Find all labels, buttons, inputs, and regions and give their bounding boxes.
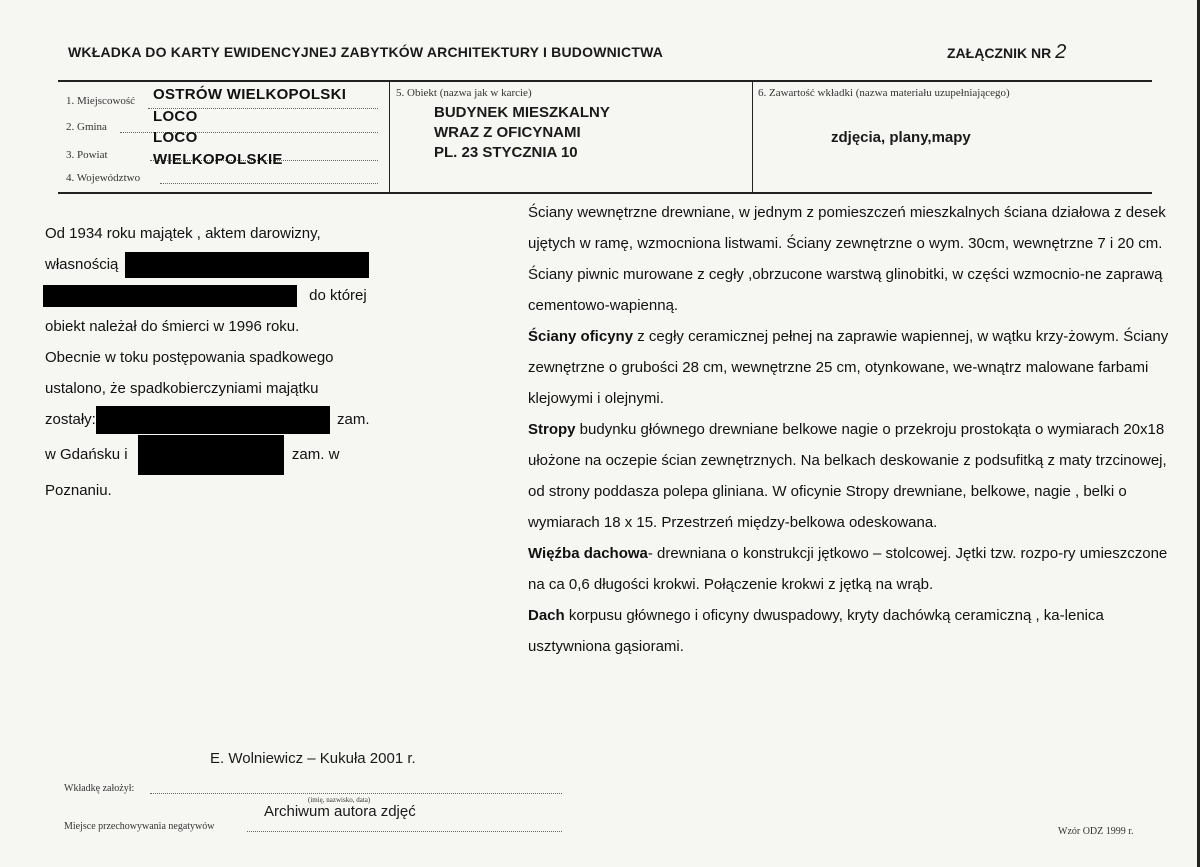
grid-divider-2 [752, 80, 753, 192]
contents-label: 6. Zawartość wkładki (nazwa materiału uzupełniającego) [758, 87, 1010, 99]
redacted-block-2 [43, 285, 297, 307]
district-value: LOCO [153, 129, 198, 146]
district-label: 3. Powiat [66, 149, 108, 161]
voivodeship-label: 4. Województwo [66, 172, 141, 184]
left-line-4: obiekt należał do śmierci w 1996 roku. [45, 318, 300, 335]
roof-heading: Dach [528, 607, 565, 624]
author-signature: E. Wolniewicz – Kukuła 2001 r. [210, 750, 416, 767]
roof-text: korpusu głównego i oficyny dwuspadowy, kryty dachówką ceramiczną , ka-lenica usztywniona gąsiorami. [528, 607, 1104, 655]
object-line-3: PL. 23 STYCZNIA 10 [434, 144, 578, 161]
left-line-2 [45, 249, 380, 280]
roof-truss-paragraph [528, 538, 1176, 600]
left-line-5: Obecnie w toku postępowania spadkowego [45, 349, 334, 366]
outbuilding-walls-heading: Ściany oficyny [528, 328, 634, 345]
negatives-location-value: Archiwum autora zdjęć [264, 803, 416, 820]
left-line-3 [43, 280, 380, 311]
left-line-8-suffix: zam. w [291, 445, 340, 463]
left-line-7-suffix: zam. [337, 411, 370, 428]
roof-truss-heading: Więźba dachowa [528, 545, 648, 562]
commune-label: 2. Gmina [66, 121, 107, 133]
left-line-8-text: w Gdańsku i [45, 445, 128, 463]
commune-value: LOCO [153, 108, 198, 125]
left-line-7 [45, 404, 380, 435]
founded-by-label: Wkładkę założył: [64, 783, 135, 794]
negatives-location-label: Miejsce przechowywania negatywów [64, 821, 215, 832]
left-line-3-text: do której [309, 287, 367, 304]
left-line-2-text: własnością [45, 256, 119, 273]
basement-walls-paragraph: Ściany piwnic murowane z cegły ,obrzucone warstwą glinobitki, w części wzmocnio-ne zaprawą cementowo-wapienną. [528, 266, 1163, 314]
left-line-8 [45, 435, 380, 475]
redacted-block-4 [138, 435, 284, 475]
redacted-block-1 [125, 252, 369, 278]
roof-truss-text: - drewniana o konstrukcji jętkowo – stolcowej. Jętki tzw. rozpo-ry umieszczone na ca 0,6 długości krokwi. Połączenie krokwi z jętką na wrąb. [528, 545, 1168, 593]
roof-paragraph [528, 600, 1176, 662]
place-value: OSTRÓW WIELKOPOLSKI [153, 86, 347, 103]
place-label: 1. Miejscowość [66, 95, 136, 107]
founded-by-dots [150, 793, 562, 794]
outbuilding-walls-text: z cegły ceramicznej pełnej na zaprawie wapiennej, w wątku krzy-żowym. Ściany zewnętrzne o grubości 28 cm, wewnętrzne 25 cm, otynkowane, we-wnątrz malowane farbami klejowymi i olejnymi. [528, 328, 1169, 407]
ceilings-paragraph [528, 414, 1176, 538]
object-line-1: BUDYNEK MIESZKALNY [434, 104, 610, 121]
founded-by-hint: (imię, nazwisko, data) [308, 796, 371, 804]
walls-internal-paragraph: Ściany wewnętrzne drewniane, w jednym z pomieszczeń mieszkalnych ściana działowa z desek ujętych w ramę, wzmocniona listwami. Ściany zewnętrzne o wym. 30cm, wewnętrzne 7 i 20 cm. [528, 204, 1166, 252]
ceilings-text: budynku głównego drewniane belkowe nagie o przekroju prostokąta o wymiarach 20x18 ułożone na oczepie ścian zewnętrznych. Na belkach deskowanie z podsufitką z maty trzcinowej, od strony poddasza polepa gliniana. W oficynie Stropy drewniane, belkowe, nagie , belki o wymiarach 18 x 15. Przestrzeń między-belkowa odeskowana. [528, 421, 1167, 531]
form-template-id: Wzór ODZ 1999 r. [1058, 826, 1134, 837]
annex-label: ZAŁĄCZNIK NR [947, 45, 1052, 61]
left-line-1: Od 1934 roku majątek , aktem darowizny, [45, 225, 321, 242]
voivodeship-value: WIELKOPOLSKIE [153, 151, 283, 168]
left-line-9: Poznaniu. [45, 482, 112, 499]
object-label: 5. Obiekt (nazwa jak w karcie) [396, 87, 532, 99]
object-line-2: WRAZ Z OFICYNAMI [434, 124, 581, 141]
annex-number: 2 [1055, 41, 1067, 63]
voivodeship-dots [160, 183, 378, 184]
grid-divider-1 [389, 80, 390, 192]
construction-description [528, 197, 1176, 662]
negatives-location-dots [247, 831, 562, 832]
contents-value: zdjęcia, plany,mapy [831, 129, 971, 146]
redacted-block-3 [96, 406, 330, 434]
object-name [434, 103, 610, 163]
form-title: WKŁADKA DO KARTY EWIDENCYJNEJ ZABYTKÓW ARCHITEKTURY I BUDOWNICTWA [68, 44, 664, 60]
ownership-notes [45, 218, 380, 506]
outbuilding-walls-paragraph [528, 321, 1176, 414]
left-line-6: ustalono, że spadkobierczyniami majątku [45, 380, 319, 397]
left-line-7-text: zostały: [45, 411, 96, 428]
ceilings-heading: Stropy [528, 421, 576, 438]
annex-heading [947, 41, 1066, 64]
